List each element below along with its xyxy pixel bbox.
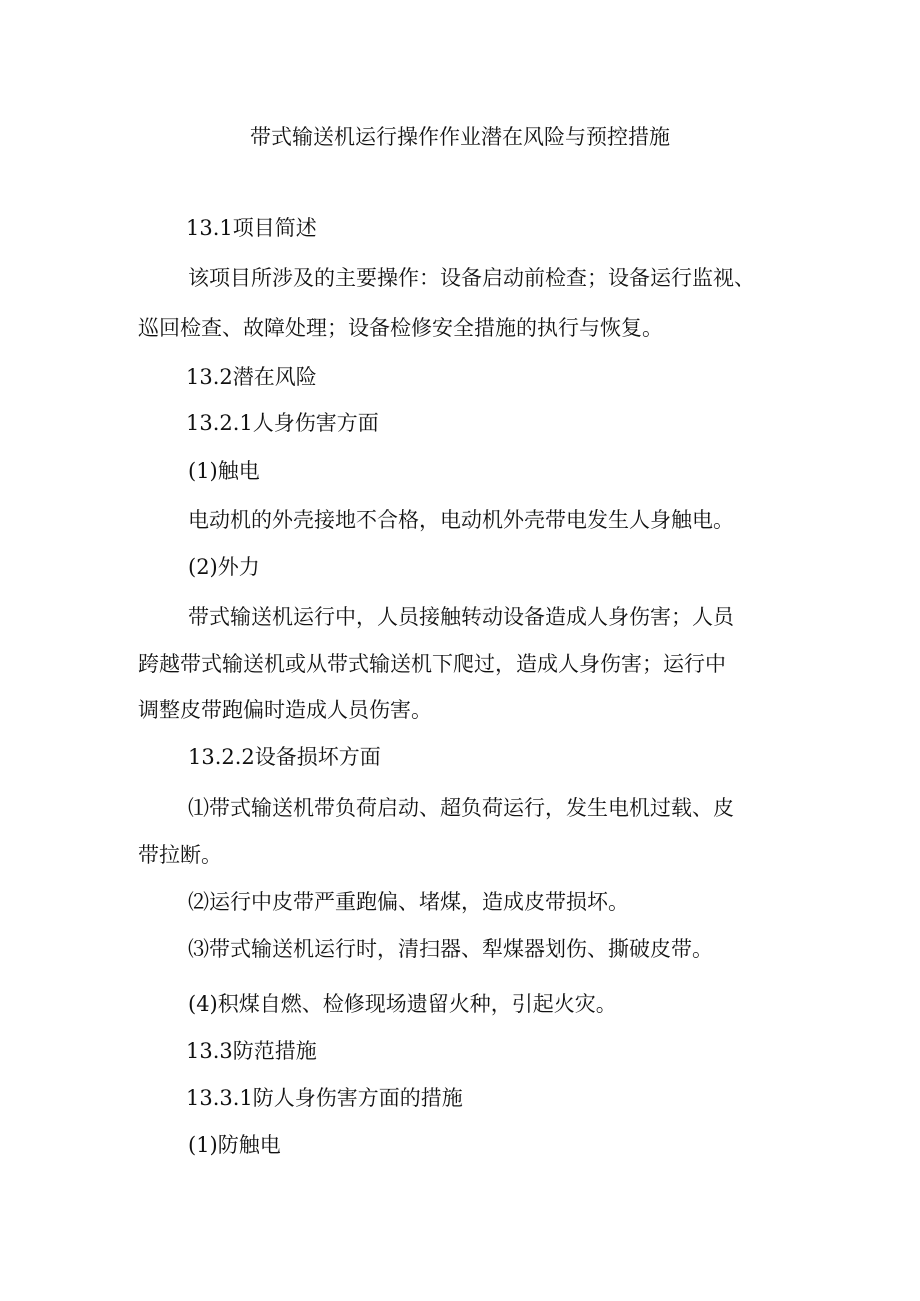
subsection-heading: 13.3.1防人身伤害方面的措施: [186, 1086, 463, 1110]
item-heading: (2)外力: [188, 555, 260, 579]
subsection-heading: 13.2.2设备损坏方面: [188, 745, 381, 769]
document-title: 带式输送机运行操作作业潜在风险与预控措施: [250, 125, 670, 149]
paragraph-line: 带式输送机运行中，人员接触转动设备造成人身伤害；人员: [188, 605, 734, 629]
paragraph-line: 调整皮带跑偏时造成人员伤害。: [138, 698, 432, 722]
paragraph-line: 跨越带式输送机或从带式输送机下爬过，造成人身伤害；运行中: [138, 652, 726, 676]
section-heading: 13.3防范措施: [186, 1039, 317, 1063]
paragraph-line: (4)积煤自燃、检修现场遗留火种，引起火灾。: [188, 992, 617, 1016]
paragraph-line: 电动机的外壳接地不合格，电动机外壳带电发生人身触电。: [188, 508, 734, 532]
item-heading: (1)触电: [188, 459, 260, 483]
section-heading: 13.2潜在风险: [186, 365, 317, 389]
paragraph-line: ⑴带式输送机带负荷启动、超负荷运行，发生电机过载、皮: [188, 796, 734, 820]
paragraph-line: 带拉断。: [138, 843, 222, 867]
section-heading: 13.1项目简述: [186, 216, 317, 240]
paragraph-line: ⑵运行中皮带严重跑偏、堵煤，造成皮带损坏。: [188, 890, 629, 914]
paragraph-line: ⑶带式输送机运行时，清扫器、犁煤器划伤、撕破皮带。: [188, 937, 713, 961]
paragraph-line: 该项目所涉及的主要操作：设备启动前检查；设备运行监视、: [188, 266, 755, 290]
item-heading: (1)防触电: [188, 1133, 281, 1157]
paragraph-line: 巡回检查、故障处理；设备检修安全措施的执行与恢复。: [138, 316, 663, 340]
subsection-heading: 13.2.1人身伤害方面: [186, 411, 379, 435]
